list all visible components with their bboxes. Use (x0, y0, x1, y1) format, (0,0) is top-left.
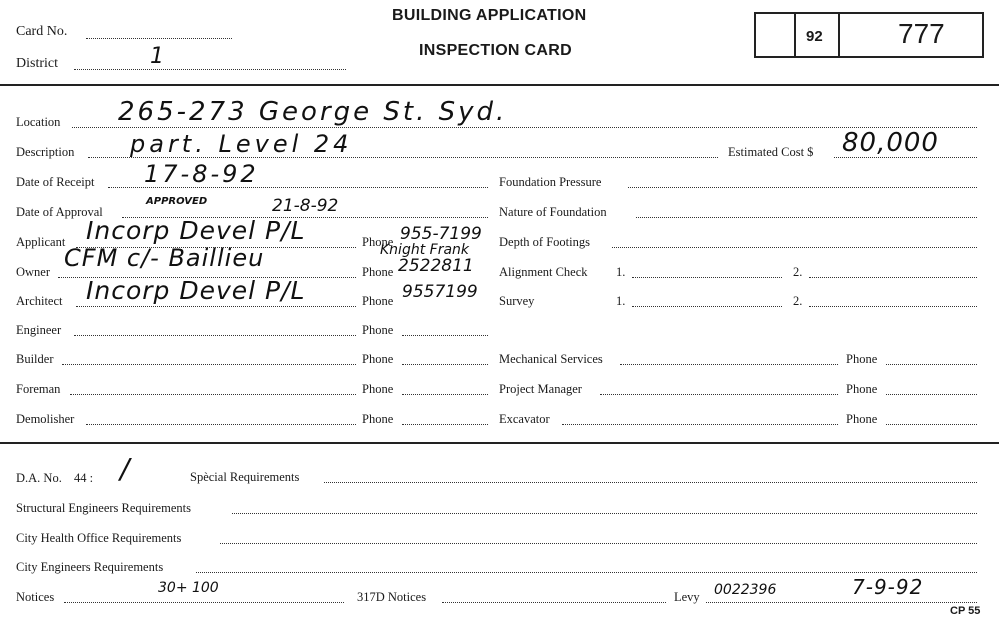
date-of-receipt-value: 17-8-92 (144, 160, 259, 188)
architect-phone-label: Phone (362, 294, 394, 308)
owner-phone-label: Phone (362, 265, 394, 279)
mechanical-phone-label: Phone (846, 352, 878, 366)
card-number-box (754, 12, 984, 58)
applicant-phone-label: Phone (362, 235, 394, 249)
engineer-phone-label: Phone (362, 323, 394, 337)
structural-label: Structural Engineers Requirements (16, 501, 191, 515)
date-of-approval-label: Date of Approval (16, 205, 103, 219)
da-no-value: / (120, 452, 130, 485)
levy-date: 7-9-92 (852, 575, 924, 599)
health-label: City Health Office Requirements (16, 531, 182, 545)
project-manager-phone-label: Phone (846, 382, 878, 396)
builder-label: Builder (16, 352, 54, 366)
title-line2: INSPECTION CARD (419, 42, 572, 59)
district-line (74, 69, 346, 70)
depth-of-footings-label: Depth of Footings (499, 235, 590, 249)
estimated-cost-label: Estimated Cost $ (728, 145, 814, 159)
foreman-phone-label: Phone (362, 382, 394, 396)
foreman-label: Foreman (16, 382, 61, 396)
box-number: 777 (898, 18, 945, 49)
notices-label: Notices (16, 590, 55, 604)
card-no-label: Card No. (16, 24, 68, 39)
form-code: CP 55 (950, 605, 981, 617)
builder-phone-label: Phone (362, 352, 394, 366)
levy-label: Levy (674, 590, 700, 604)
applicant-phone-value: 955-7199 (400, 224, 482, 244)
architect-value: Incorp Devel P/L (86, 276, 306, 305)
section-rule (0, 442, 999, 444)
approval-stamp: APPROVED (146, 196, 208, 207)
survey-label: Survey (499, 294, 535, 308)
card-no-line (86, 38, 232, 39)
project-manager-label: Project Manager (499, 382, 582, 396)
owner-phone-value: 2522811 (398, 256, 474, 276)
engineer-label: Engineer (16, 323, 62, 337)
demolisher-phone-label: Phone (362, 412, 394, 426)
mechanical-services-label: Mechanical Services (499, 352, 603, 366)
excavator-phone-label: Phone (846, 412, 878, 426)
notices-317d-label: 317D Notices (357, 590, 427, 604)
da-no-label: D.A. No. (16, 471, 62, 485)
foundation-pressure-label: Foundation Pressure (499, 175, 602, 189)
architect-label: Architect (16, 294, 63, 308)
owner-value: CFM c/- Baillieu (64, 244, 265, 272)
alignment-1: 1. (616, 265, 626, 279)
alignment-2: 2. (793, 265, 803, 279)
header-rule (0, 84, 999, 86)
survey-2: 2. (793, 294, 803, 308)
demolisher-label: Demolisher (16, 412, 75, 426)
da-no-prefix: 44 : (74, 471, 94, 485)
date-of-receipt-label: Date of Receipt (16, 175, 95, 189)
date-of-approval-value: 21-8-92 (272, 196, 339, 216)
levy-value: 0022396 (714, 582, 777, 598)
survey-1: 1. (616, 294, 626, 308)
location-value: 265-273 George St. Syd. (118, 97, 508, 127)
owner-contact: Knight Frank (380, 242, 470, 258)
estimated-cost-value: 80,000 (842, 128, 939, 158)
district-value: 1 (150, 44, 164, 69)
description-label: Description (16, 145, 75, 159)
applicant-label: Applicant (16, 235, 66, 249)
city-engineers-label: City Engineers Requirements (16, 560, 164, 574)
nature-of-foundation-label: Nature of Foundation (499, 205, 607, 219)
owner-label: Owner (16, 265, 51, 279)
description-value: part. Level 24 (130, 130, 353, 158)
alignment-check-label: Alignment Check (499, 265, 588, 279)
architect-phone-value: 9557199 (402, 282, 478, 302)
excavator-label: Excavator (499, 412, 550, 426)
box-prefix: 92 (806, 28, 823, 45)
title-line1: BUILDING APPLICATION (392, 7, 587, 24)
applicant-value: Incorp Devel P/L (86, 216, 306, 245)
location-label: Location (16, 115, 61, 129)
notices-value: 30+ 100 (158, 580, 219, 596)
special-requirements-label: Spècial Requirements (190, 470, 300, 484)
district-label: District (16, 56, 58, 71)
